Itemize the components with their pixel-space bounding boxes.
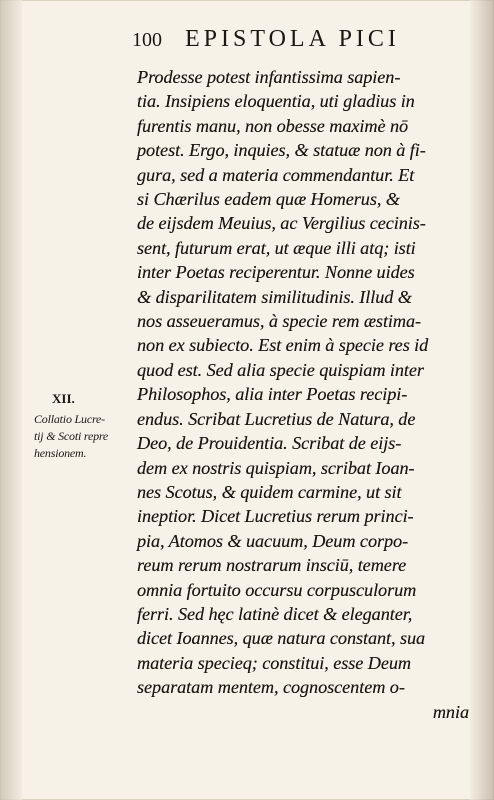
text-line: de eijsdem Meuius, ac Vergilius cecinis-	[137, 213, 426, 234]
text-line: sent, futurum erat, ut æque illi atq; isti	[137, 237, 416, 258]
text-line-catchword: mnia	[432, 701, 469, 722]
text-line: si Chærilus eadem quæ Homerus, &	[137, 189, 400, 210]
text-line: potest. Ergo, inquies, & statuæ non à fi-	[137, 140, 426, 161]
text-line: ineptior. Dicet Lucretius rerum princi-	[137, 506, 414, 527]
page-header	[132, 26, 462, 56]
page-number: 100	[132, 29, 162, 51]
text-line: omnia fortuito occursu corpusculorum	[137, 579, 417, 600]
text-line: reum rerum nostrarum insciū, temere	[137, 555, 407, 576]
text-line: Philosophos, alia inter Poetas recipi-	[137, 384, 408, 405]
text-line: endus. Scribat Lucretius de Natura, de	[137, 408, 416, 429]
marginal-note	[34, 390, 132, 462]
text-line: pia, Atomos & uacuum, Deum corpo-	[137, 530, 409, 551]
text-line: nes Scotus, & quidem carmine, ut sit	[137, 481, 402, 502]
page-gutter-shadow	[0, 0, 22, 800]
text-line: ferri. Sed hęc latinè dicet & eleganter,	[137, 603, 413, 624]
running-title: EPISTOLA PICI	[185, 26, 400, 52]
marginal-note-line: hensionem.	[34, 446, 87, 460]
text-line: non ex subiecto. Est enim à specie res id	[137, 335, 429, 356]
text-line: gura, sed a materia commendantur. Et	[137, 164, 415, 185]
text-line: Prodesse potest infantissima sapien-	[137, 67, 401, 87]
text-line: quod est. Sed alia specie quispiam inter	[137, 359, 424, 380]
text-line: inter Poetas reciperentur. Nonne uides	[137, 262, 415, 283]
text-line: separatam mentem, cognoscentem o-	[137, 677, 405, 698]
text-line: dem ex nostris quispiam, scribat Ioan-	[137, 457, 415, 478]
text-line: Deo, de Prouidentia. Scribat de eijs-	[137, 433, 402, 454]
marginal-note-line: tij & Scoti repre	[34, 429, 109, 443]
main-text-block	[137, 65, 477, 724]
marginal-note-number: XII.	[52, 391, 75, 406]
text-line: furentis manu, non obesse maximè nō	[137, 115, 409, 136]
text-line: & disparilitatem similitudinis. Illud &	[137, 286, 412, 307]
text-line: nos asseueramus, à specie rem æstima-	[137, 311, 422, 332]
text-line: tia. Insipiens eloquentia, uti gladius in	[137, 91, 415, 112]
marginal-note-line: Collatio Lucre-	[34, 412, 105, 426]
text-line: dicet Ioannes, quæ natura constant, sua	[137, 628, 426, 649]
text-line: materia specieq; constitui, esse Deum	[137, 652, 412, 673]
